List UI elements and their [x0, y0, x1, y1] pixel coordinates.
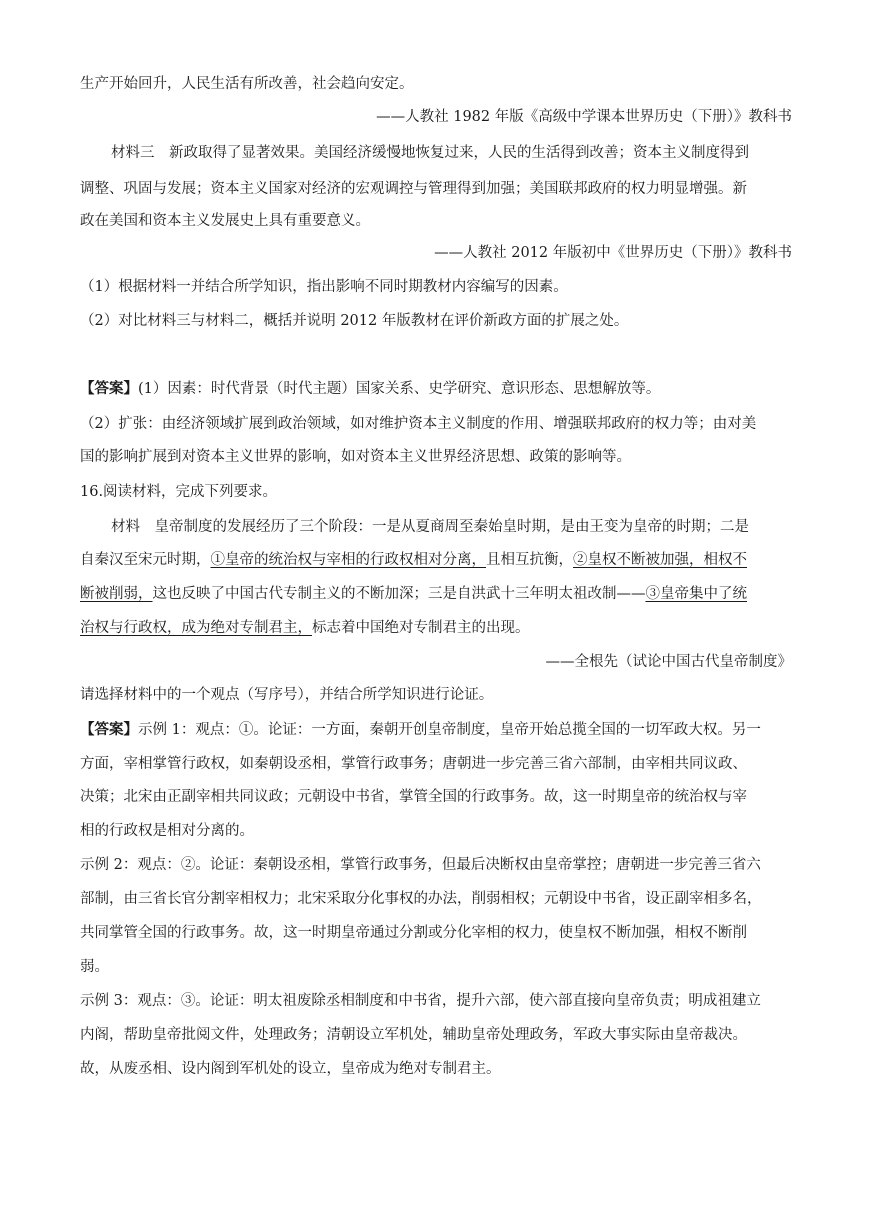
text-line [80, 549, 792, 571]
answer-label: 【答案】 [80, 380, 138, 397]
answer-line: 方面，宰相掌管行政权，如秦朝设丞相，掌管行政事务；唐朝进一步完善三省六部制，由宰相共同议政、 [80, 756, 747, 772]
answer-line: 故，从废丞相、设内阁到军机处的设立，皇帝成为绝对专制君主。 [80, 1061, 501, 1077]
answer-line: 弱。 [80, 959, 109, 975]
answer-line [80, 719, 792, 741]
question-line: （2）对比材料三与材料二，概括并说明 2012 年版教材在评价新政方面的扩展之处。 [80, 313, 629, 329]
answer-label: 【答案】 [80, 721, 138, 738]
answer-line: 国的影响扩展到对资本主义世界的影响，如对资本主义世界经济思想、政策的影响等。 [80, 449, 631, 465]
answer-line: 相的行政权是相对分离的。 [80, 823, 254, 839]
source-citation: ——全根先（试论中国古代皇帝制度》 [545, 654, 792, 670]
question-heading: 16.阅读材料，完成下列要求。 [80, 484, 278, 500]
underlined-span: 断被削弱， [80, 586, 153, 602]
text-line [80, 583, 792, 605]
answer-line: （2）扩张：由经济领域扩展到政治领域，如对维护资本主义制度的作用、增强联邦政府的权力等；由对美 [80, 416, 757, 432]
underlined-span: ①皇帝的统治权与宰相的行政权相对分离， [210, 552, 486, 568]
question-line: （1）根据材料一并结合所学知识，指出影响不同时期教材内容编写的因素。 [80, 279, 568, 295]
answer-line: 内阁，帮助皇帝批阅文件，处理政务；清朝设立军机处，辅助皇帝处理政务，军政大事实际由皇帝裁决。 [80, 1027, 747, 1043]
text-line: 调整、巩固与发展；资本主义国家对经济的宏观调控与管理得到加强；美国联邦政府的权力明显增强。新 [80, 181, 747, 197]
text-span: 这也反映了中国古代专制主义的不断加深；三是自洪武十三年明太祖改制—— [152, 586, 646, 602]
source-citation: ——人教社 1982 年版《高级中学课本世界历史（下册）》教科书 [376, 109, 792, 125]
answer-line: 决策；北宋由正副宰相共同议政；元朝设中书省，掌管全国的行政事务。故，这一时期皇帝的统治权与宰 [80, 789, 747, 805]
answer-line: 示例 3：观点：③。论证：明太祖废除丞相制度和中书省，提升六部，使六部直接向皇帝负责；明成祖建立 [80, 993, 761, 1009]
answer-line: 共同掌管全国的行政事务。故，这一时期皇帝通过分割或分化宰相的权力，使皇权不断加强，相权不断削 [80, 925, 747, 941]
underlined-span: ③皇帝集中了统 [645, 586, 747, 602]
underlined-span: ②皇权不断被加强，相权不 [573, 552, 747, 568]
answer-line: 部制，由三省长官分割宰相权力；北宋采取分化事权的办法，削弱相权；元朝设中书省，设正副宰相多名， [80, 891, 762, 907]
text-span: 自秦汉至宋元时期， [80, 552, 211, 568]
text-line: 政在美国和资本主义发展史上具有重要意义。 [80, 213, 370, 229]
answer-text: (1）因素：时代背景（时代主题）国家关系、史学研究、意识形态、思想解放等。 [138, 381, 661, 397]
underlined-span: 治权与行政权，成为绝对专制君主， [80, 620, 312, 636]
text-line: 生产开始回升，人民生活有所改善，社会趋向安定。 [80, 76, 414, 92]
answer-line [80, 378, 792, 400]
answer-line: 示例 2：观点：②。论证：秦朝设丞相，掌管行政事务，但最后决断权由皇帝掌控；唐朝进一步完善三省六 [80, 857, 761, 873]
source-citation: ——人教社 2012 年版初中《世界历史（下册）》教科书 [434, 245, 792, 261]
question-line: 请选择材料中的一个观点（写序号），并结合所学知识进行论证。 [80, 687, 494, 703]
text-line [80, 617, 792, 639]
text-line: 材料三 新政取得了显著效果。美国经济缓慢地恢复过来，人民的生活得到改善；资本主义制度得到 [111, 145, 749, 161]
text-line: 材料 皇帝制度的发展经历了三个阶段：一是从夏商周至秦始皇时期，是由王变为皇帝的时期；二是 [111, 519, 749, 535]
text-span: 且相互抗衡， [486, 552, 573, 568]
answer-text: 示例 1：观点：①。论证：一方面，秦朝开创皇帝制度，皇帝开始总揽全国的一切军政大权。另一 [138, 722, 761, 738]
text-span: 标志着中国绝对专制君主的出现。 [312, 620, 530, 636]
